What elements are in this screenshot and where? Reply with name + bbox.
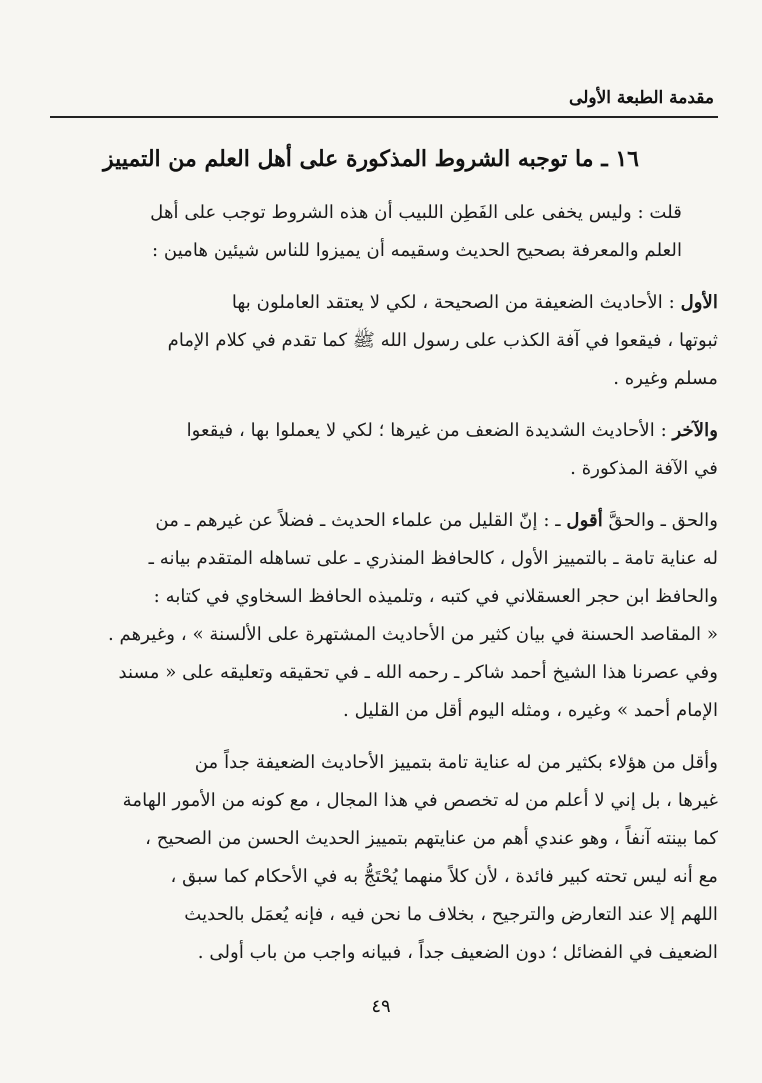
text-line: اللهم إلا عند التعارض والترجيح ، بخلاف ما نحن فيه ، فإنه يُعمَل بالحديث: [184, 904, 718, 925]
text-line: مع أنه ليس تحته كبير فائدة ، لأن كلاً منهما يُحْتَجُّ به في الأحكام كما سبق ،: [170, 866, 718, 887]
text-line: ثبوتها ، فيقعوا في آفة الكذب على رسول الله ﷺ كما تقدم في كلام الإمام: [167, 330, 718, 351]
point-lead: الأول: [680, 292, 718, 313]
text-line: في الآفة المذكورة .: [570, 458, 718, 479]
text-line: مسلم وغيره .: [613, 368, 718, 389]
text-line: وأقل من هؤلاء بكثير من له عناية تامة بتمييز الأحاديث الضعيفة جداً من: [194, 752, 718, 773]
text-run: والحق ـ والحقَّ: [602, 510, 718, 531]
point-lead: والآخر: [672, 420, 718, 441]
text-line: الضعيف في الفضائل ؛ دون الضعيف جداً ، فبيانه واجب من باب أولى .: [197, 942, 718, 963]
text-line: الإمام أحمد » وغيره ، ومثله اليوم أقل من القليل .: [343, 700, 718, 721]
text-line: العلم والمعرفة بصحيح الحديث وسقيمه أن يميزوا للناس شيئين هامين :: [151, 240, 682, 261]
body-text: [42, 194, 718, 972]
text-line: « المقاصد الحسنة في بيان كثير من الأحاديث المشتهرة على الألسنة » ، وغيرهم .: [107, 624, 718, 645]
page-number: ٤٩: [371, 996, 391, 1017]
paragraph-intro: [42, 194, 718, 270]
text-line: [42, 284, 718, 322]
paragraph-truth: [42, 502, 718, 730]
paragraph-conclusion: [42, 744, 718, 972]
paragraph-second-point: [42, 412, 718, 488]
running-head: مقدمة الطبعة الأولى: [569, 88, 714, 108]
point-lead: أقول: [566, 510, 603, 531]
paragraph-first-point: [42, 284, 718, 398]
section-heading: ١٦ ـ ما توجبه الشروط المذكورة على أهل العلم من التمييز: [103, 146, 639, 172]
text-line: كما بينته آنفاً ، وهو عندي أهم من عنايتهم بتمييز الحديث الحسن من الصحيح ،: [145, 828, 718, 849]
text-line: قلت : وليس يخفى على الفَطِن اللبيب أن هذه الشروط توجب على أهل: [150, 202, 682, 223]
text-line: له عناية تامة ـ بالتمييز الأول ، كالحافظ المنذري ـ على تساهله المتقدم بيانه ـ: [148, 548, 718, 569]
text-run: ـ : إنّ القليل من علماء الحديث ـ فضلاً عن غيرهم ـ من: [155, 510, 567, 531]
text-line: وفي عصرنا هذا الشيخ أحمد شاكر ـ رحمه الله ـ في تحقيقه وتعليقه على « مسند: [118, 662, 718, 683]
text-line: والحافظ ابن حجر العسقلاني في كتبه ، وتلميذه الحافظ السخاوي في كتابه :: [153, 586, 718, 607]
header-rule: [50, 116, 718, 118]
text-run: : الأحاديث الضعيفة من الصحيحة ، لكي لا يعتقد العاملون بها: [231, 292, 681, 313]
text-line: [42, 502, 718, 540]
text-run: : الأحاديث الشديدة الضعف من غيرها ؛ لكي لا يعملوا بها ، فيقعوا: [186, 420, 673, 441]
text-line: غيرها ، بل إني لا أعلم من له تخصص في هذا المجال ، مع كونه من الأمور الهامة: [122, 790, 718, 811]
text-line: [42, 412, 718, 450]
